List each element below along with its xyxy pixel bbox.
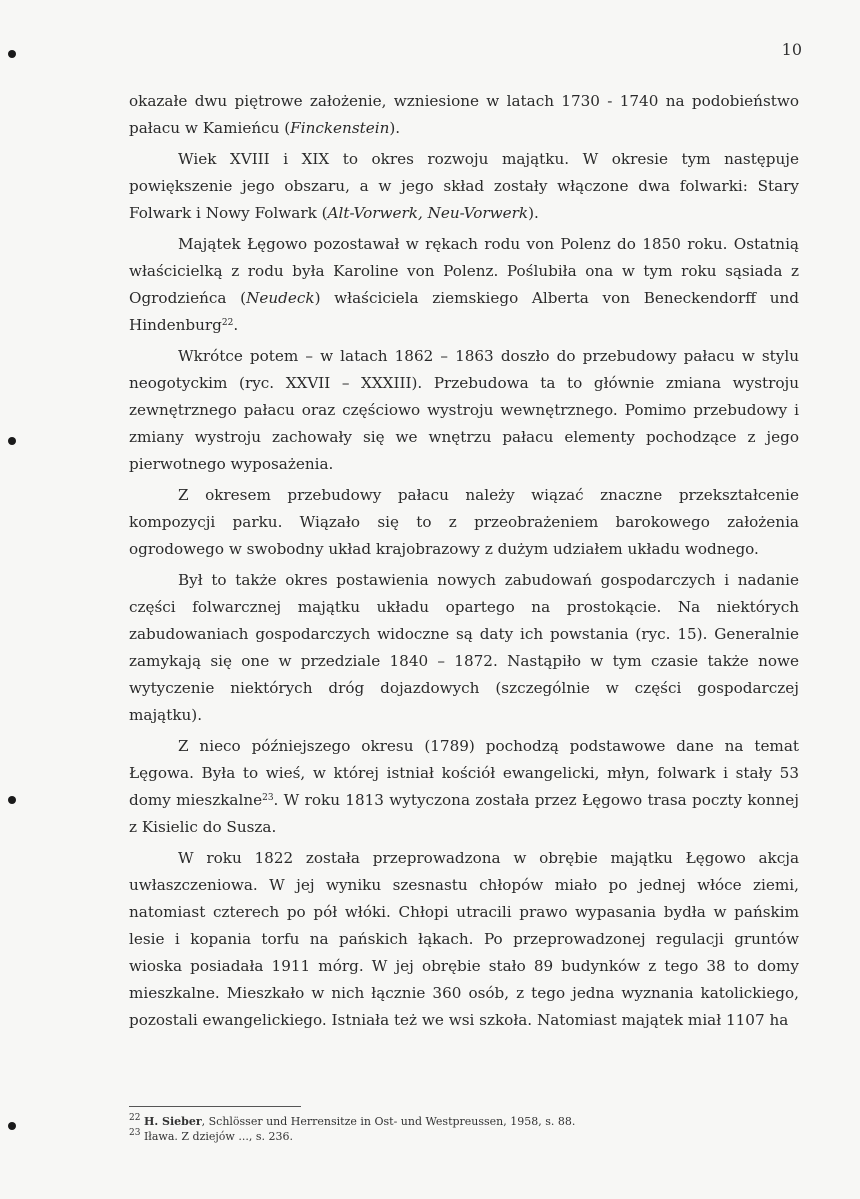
paragraph-text: Był to także okres postawienia nowych zabudowań gospodarczych i nadanie części folwarcznej majątku układu opartego na prostokącie. Na niektórych zabudowaniach gospodarczych widoczne są daty ich powstania (ryc. 15). Generalnie zamykają się one w przedziale 1840 – 1872. Nastąpiło w tym czasie także nowe wytyczenie niektórych dróg dojazdowych (szczególnie w części gospodarczej majątku). [129, 571, 799, 724]
paragraph-text: okazałe dwu piętrowe założenie, wzniesione w latach 1730 - 1740 na podobieństwo pałacu w Kamieńcu ( [129, 92, 799, 137]
paragraph-text: ). [528, 204, 539, 222]
paragraph [129, 733, 799, 841]
paragraph-text: Majątek Łęgowo pozostawał w rękach rodu von Polenz do 1850 roku. Ostatnią właścicielką z rodu była Karoline von Polenz. Poślubiła ona w tym roku sąsiada z Ogrodzieńca ( [129, 235, 799, 307]
italic-text: Neudeck [246, 289, 315, 307]
paragraph [129, 845, 799, 1034]
paragraph [129, 482, 799, 563]
paragraph [129, 88, 799, 142]
paragraph-text: Z okresem przebudowy pałacu należy wiązać znaczne przekształcenie kompozycji parku. Wiązało się to z przeobrażeniem barokowego założenia ogrodowego w swobodny układ krajobrazowy z dużym udziałem układu wodnego. [129, 486, 799, 558]
punch-hole-mark [8, 796, 16, 804]
paragraph-text: Z nieco późniejszego okresu (1789) pochodzą podstawowe dane na temat Łęgowa. Była to wieś, w której istniał kościół ewangelicki, młyn, folwark i stały 53 domy mieszkalne [129, 737, 799, 809]
paragraph-text: . W roku 1813 wytyczona została przez Łęgowo trasa poczty konnej z Kisielic do Susza. [129, 791, 800, 836]
footnote-text: , Schlösser und Herrensitze in Ost- und Westpreussen, 1958, s. 88. [201, 1115, 576, 1128]
paragraph [129, 567, 799, 729]
paragraph-text: ) właściciela ziemskiego Alberta von Beneckendorff und Hindenburg [129, 289, 799, 334]
paragraph-text: Wkrótce potem – w latach 1862 – 1863 doszło do przebudowy pałacu w stylu neogotyckim (ryc. XXVII – XXXIII). Przebudowa ta to głównie zmiana wystroju zewnętrznego pałacu oraz częściowo wystroju wewnętrznego. Pomimo przebudowy i zmiany wystroju zachowały się we wnętrzu pałacu elementy pochodzące z jego pierwotnego wyposażenia. [129, 347, 799, 473]
footnote-separator [129, 1106, 301, 1107]
paragraph [129, 146, 799, 227]
footnote-author: H. Sieber [143, 1115, 202, 1128]
page-number: 10 [781, 40, 802, 59]
body-text [129, 88, 799, 1038]
footnote [129, 1114, 575, 1129]
italic-text: Finckenstein [290, 119, 390, 137]
paragraph [129, 231, 799, 339]
paragraph-text: W roku 1822 została przeprowadzona w obrębie majątku Łęgowo akcja uwłaszczeniowa. W jej wyniku szesnastu chłopów miało po jednej włóce ziemi, natomiast czterech po pół włóki. Chłopi utracili prawo wypasania bydła w pańskim lesie i kopania torfu na pańskich łąkach. Po przeprowadzonej regulacji gruntów wioska posiadała 1911 mórg. W jej obrębie stało 89 budynków z tego 38 to domy mieszkalne. Mieszkało w nich łącznie 360 osób, z tego jedna wyznania katolickiego, pozostali ewangelickiego. Istniała też we wsi szkoła. Natomiast majątek miał 1107 ha [129, 849, 799, 1029]
footnote-reference: 22 [221, 318, 234, 328]
punch-hole-mark [8, 437, 16, 445]
paragraph-text: Wiek XVIII i XIX to okres rozwoju majątku. W okresie tym następuje powiększenie jego obszaru, a w jego skład zostały włączone dwa folwarki: Stary Folwark i Nowy Folwark ( [129, 150, 799, 222]
punch-hole-mark [8, 1122, 16, 1130]
footnote-number: 22 [129, 1113, 141, 1123]
footnotes [129, 1114, 575, 1144]
footnote-number: 23 [129, 1128, 141, 1138]
footnote-text: Iława. Z dziejów ..., s. 236. [143, 1130, 293, 1143]
paragraph-text: . [233, 316, 239, 334]
punch-hole-mark [8, 50, 16, 58]
footnote [129, 1129, 575, 1144]
paragraph-text: ). [389, 119, 401, 137]
footnote-reference: 23 [262, 793, 274, 803]
italic-text: Alt-Vorwerk, Neu-Vorwerk [327, 204, 529, 222]
paragraph [129, 343, 799, 478]
